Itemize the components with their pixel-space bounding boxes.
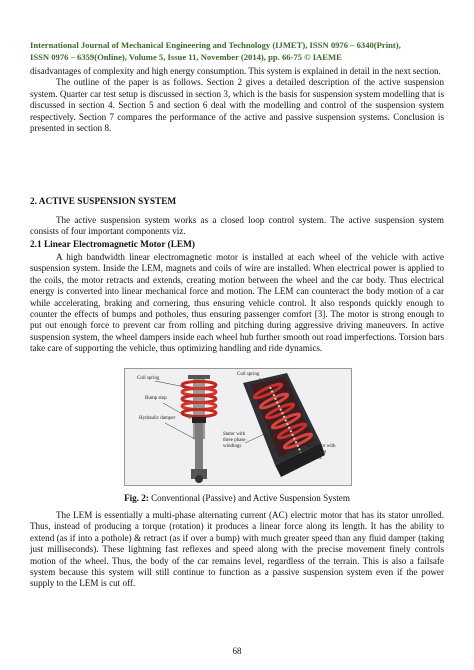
label-coil-spring-right: Coil spring (237, 372, 260, 377)
active-suspension (223, 372, 336, 477)
label-translator: Translator with permanent magnets (305, 444, 336, 461)
section-2-block (30, 215, 444, 238)
label-stator: Stator with three phase windings (223, 432, 246, 449)
after-figure-block (30, 510, 444, 590)
intro-paragraph-2: The outline of the paper is as follows. Section 2 gives a detailed description of the active suspension system. Quarter car test setup is discussed in section 3, which is the basis for suspension system modelling that is discussed in section 4. Section 5 and section 6 deal with the modelling and control of the suspension system respectively. Section 7 compares the performance of the active and passive suspension systems. Conclusion is presented in section 8. (30, 77, 444, 134)
section-2-heading: 2. ACTIVE SUSPENSION SYSTEM (30, 197, 177, 207)
journal-header (30, 40, 444, 63)
passive-suspension (137, 375, 216, 483)
suspension-figure (124, 368, 352, 486)
section-2-1-block (30, 252, 444, 355)
journal-header-line1: International Journal of Mechanical Engineering and Technology (IJMET), ISSN 0976 – 6340(Print), (30, 40, 401, 50)
page-number: 68 (232, 646, 242, 656)
label-coil-spring-left: Coil spring (137, 376, 160, 381)
section-2-1-paragraph: A high bandwidth linear electromagnetic motor is installed at each wheel of the vehicle with active suspension system. Inside the LEM, magnets and coils of wire are installed. When electrical power is applied to the coils, the motor retracts and extends, creating motion between the wheel and the car body. Thus electrical energy is converted into linear mechanical force and motion. The LEM can counteract the body motion of a car while accelerating, braking and cornering, thus ensuring vehicle control. It also responds quickly enough to counter the effects of bumps and potholes, thus ensuring passenger comfort [3]. The motor is strong enough to put out enough force to prevent car from rolling and pitching during aggressive driving maneuvers. In active suspension system, the wheel dampers inside each wheel hub further smooth out road imperfections. Torsion bars take care of supporting the vehicle, thus optimizing handling and ride dynamics. (30, 252, 444, 354)
intro-paragraph-1: disadvantages of complexity and high energy consumption. This system is explained in detail in the next section. (30, 66, 441, 76)
label-bump-stop: Bump stop (145, 396, 167, 401)
section-2-paragraph: The active suspension system works as a closed loop control system. The active suspension system consists of four important components viz. (30, 215, 444, 237)
figure-caption-text: Conventional (Passive) and Active Suspension System (148, 493, 350, 503)
intro-block (30, 66, 444, 134)
figure-caption (30, 493, 444, 503)
journal-header-line2: ISSN 0976 – 6359(Online), Volume 5, Issue 11, November (2014), pp. 66-75 © IAEME (30, 51, 342, 62)
label-hydraulic-damper: Hydraulic damper (139, 416, 176, 421)
suspension-illustration (125, 369, 351, 485)
after-figure-paragraph: The LEM is essentially a multi-phase alternating current (AC) electric motor that has its stator unrolled. Thus, instead of producing a torque (rotation) it produces a linear force along its length. It has the ability to extend (as if into a pothole) & retract (as if over a bump) with much greater speed than any fluid damper (taking just milliseconds). These lightning fast reflexes and speed along with the precise movement finely controls motion of the wheel. Thus, the body of the car remains level, regardless of the terrain. This is also a failsafe system because this system will still continue to function as a passive suspension system even if the power supply to the LEM is cut off. (30, 510, 444, 589)
figure-caption-label: Fig. 2: (124, 493, 149, 503)
section-2-1-heading: 2.1 Linear Electromagnetic Motor (LEM) (30, 240, 195, 250)
